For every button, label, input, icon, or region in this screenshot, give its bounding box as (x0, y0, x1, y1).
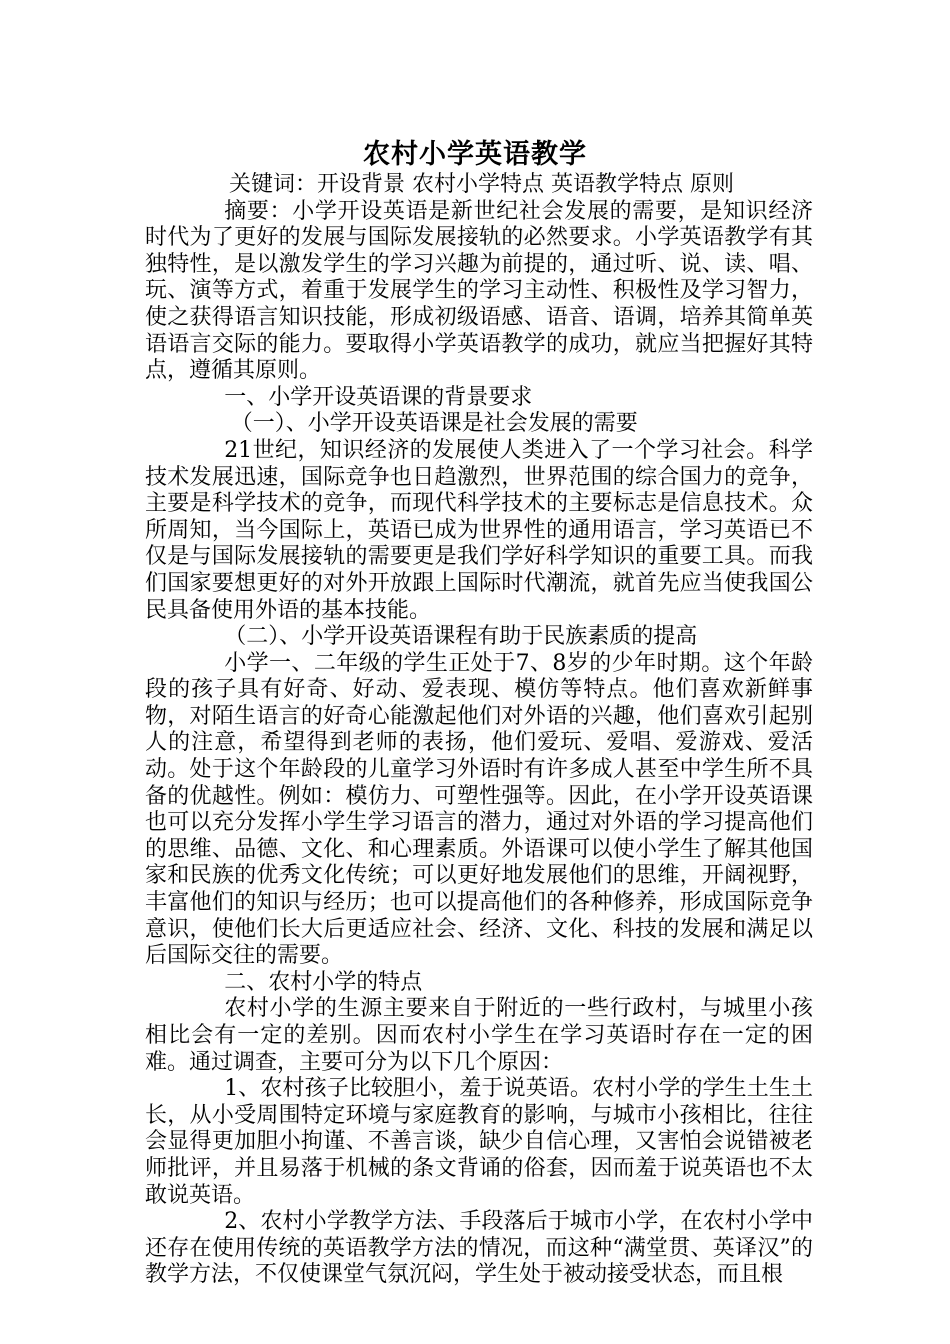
section-2-paragraph-1: 农村小学的生源主要来自于附近的一些行政村，与城里小孩相比会有一定的差别。因而农村小学生在学习英语时存在一定的困难。通过调查，主要可分为以下几个原因： (145, 996, 813, 1075)
section-1-paragraph-2: 小学一、二年级的学生正处于7、8岁的少年时期。这个年龄段的孩子具有好奇、好动、爱表现、模仿等特点。他们喜欢新鲜事物，对陌生语言的好奇心能激起他们对外语的兴趣，他们喜欢引起别人的注意，希望得到老师的表扬，他们爱玩、爱唱、爱游戏、爱活动。处于这个年龄段的儿童学习外语时有许多成人甚至中学生所不具备的优越性。例如：模仿力、可塑性强等。因此，在小学开设英语课也可以充分发挥小学生学习语言的潜力，通过对外语的学习提高他们的思维、品德、文化、和心理素质。外语课可以使小学生了解其他国家和民族的优秀文化传统；可以更好地发展他们的思维，开阔视野，丰富他们的知识与经历；也可以提高他们的各种修养，形成国际竞争意识，使他们长大后更适应社会、经济、文化、科技的发展和满足以后国际交往的需要。 (145, 650, 813, 969)
section-1-subheading-1: （一）、小学开设英语课是社会发展的需要 (230, 411, 638, 437)
section-2-paragraph-2: 1、农村孩子比较胆小，羞于说英语。农村小学的学生土生土长，从小受周围特定环境与家庭教育的影响，与城市小孩相比，往往会显得更加胆小拘谨、不善言谈，缺少自信心理，又害怕会说错被老师批评，并且易落于机械的条文背诵的俗套，因而羞于说英语也不太敢说英语。 (145, 1076, 813, 1208)
section-1-paragraph-1: 21世纪，知识经济的发展使人类进入了一个学习社会。科学技术发展迅速，国际竞争也日趋激烈，世界范围的综合国力的竞争，主要是科学技术的竞争，而现代科学技术的主要标志是信息技术。众所周知，当今国际上，英语已成为世界性的通用语言，学习英语已不仅是与国际发展接轨的需要更是我们学好科学知识的重要工具。而我们国家要想更好的对外开放跟上国际时代潮流，就首先应当使我国公民具备使用外语的基本技能。 (145, 437, 813, 623)
document-body (145, 172, 813, 1289)
section-2-heading: 二、农村小学的特点 (224, 969, 423, 995)
document-title: 农村小学英语教学 (363, 139, 587, 170)
section-1-heading: 一、小学开设英语课的背景要求 (224, 384, 533, 410)
section-1-subheading-2: （二）、小学开设英语课程有助于民族素质的提高 (224, 624, 698, 650)
abstract-paragraph: 摘要：小学开设英语是新世纪社会发展的需要，是知识经济时代为了更好的发展与国际发展接轨的必然要求。小学英语教学有其独特性，是以激发学生的学习兴趣为前提的，通过听、说、读、唱、玩、演等方式，着重于发展学生的学习主动性、积极性及学习智力，使之获得语言知识技能，形成初级语感、语音、语调，培养其简单英语语言交际的能力。要取得小学英语教学的成功，就应当把握好其特点，遵循其原则。 (145, 198, 813, 384)
keywords-line: 关键词：开设背景 农村小学特点 英语教学特点 原则 (229, 172, 734, 197)
section-2-paragraph-3: 2、农村小学教学方法、手段落后于城市小学，在农村小学中还存在使用传统的英语教学方法的情况，而这种“满堂贯、英译汉”的教学方法，不仅使课堂气氛沉闷，学生处于被动接受状态，而且根 (145, 1209, 813, 1288)
